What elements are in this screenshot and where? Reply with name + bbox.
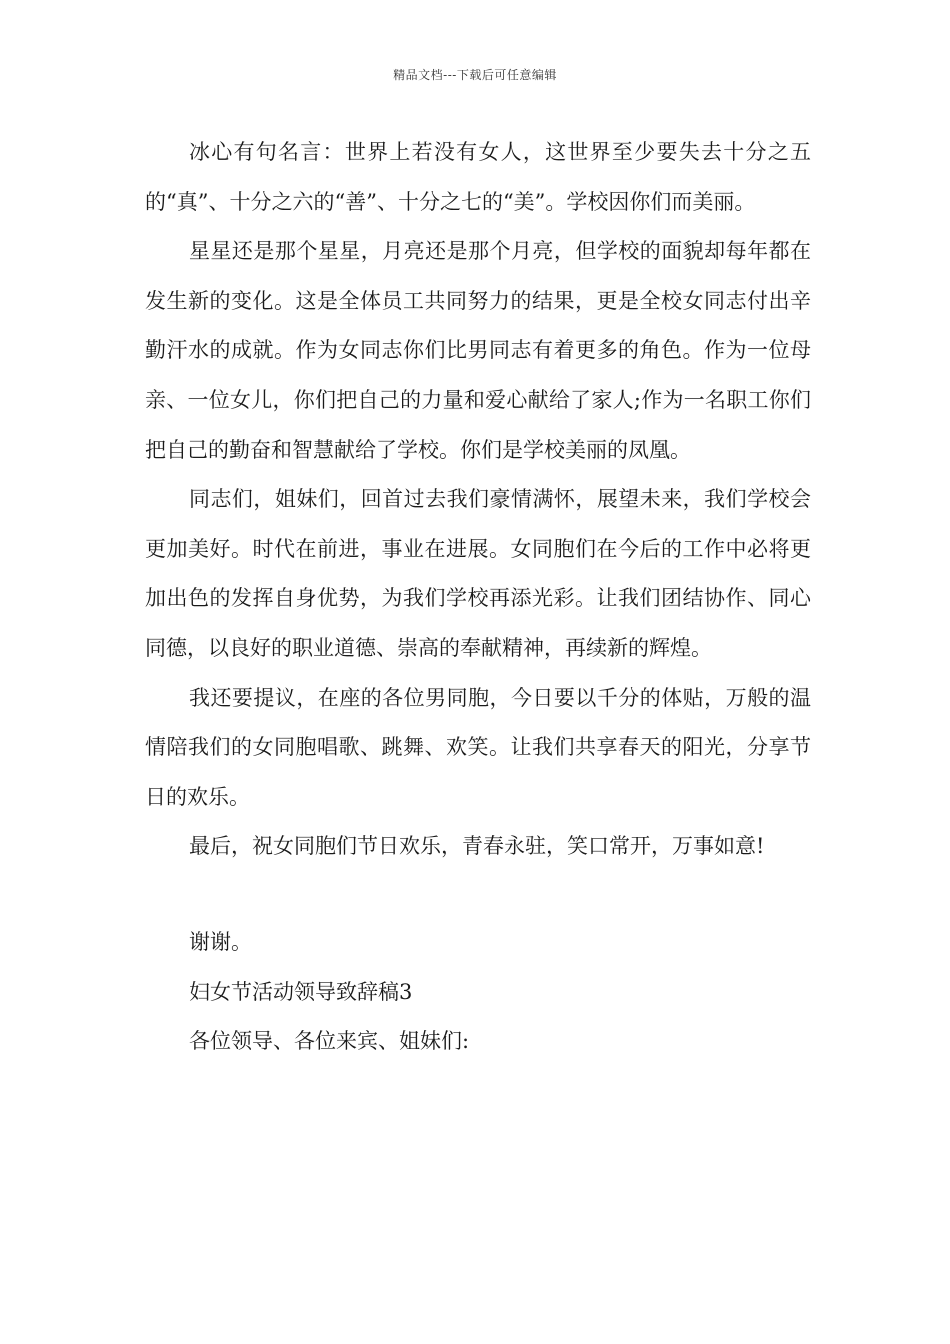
paragraph-thanks: 谢谢。	[189, 929, 252, 954]
paragraph-quote: 冰心有句名言：世界上若没有女人，这世界至少要失去十分之五的“真”、十分之六的“善”、十分之七的“美”。学校因你们而美丽。	[145, 140, 811, 214]
section-title: 妇女节活动领导致辞稿3	[189, 979, 413, 1004]
salutation: 各位领导、各位来宾、姐妹们:	[189, 1029, 470, 1054]
paragraph-school-change: 星星还是那个星星，月亮还是那个月亮，但学校的面貌却每年都在发生新的变化。这是全体员工共同努力的结果，更是全校女同志付出辛勤汗水的成就。作为女同志你们比男同志有着更多的角色。作为一位母亲、一位女儿，你们把自己的力量和爱心献给了家人;作为一名职工你们把自己的勤奋和智慧献给了学校。你们是学校美丽的凤凰。	[145, 239, 811, 462]
page-header: 精品文档---下载后可任意编辑	[393, 68, 557, 82]
paragraph-proposal: 我还要提议，在座的各位男同胞，今日要以千分的体贴，万般的温情陪我们的女同胞唱歌、跳舞、欢笑。让我们共享春天的阳光，分享节日的欢乐。	[145, 685, 811, 809]
paragraph-wishes: 最后，祝女同胞们节日欢乐，青春永驻，笑口常开，万事如意!	[189, 834, 765, 859]
document-body	[145, 128, 811, 1067]
paragraph-future: 同志们，姐妹们，回首过去我们豪情满怀，展望未来，我们学校会更加美好。时代在前进，事业在进展。女同胞们在今后的工作中必将更加出色的发挥自身优势，为我们学校再添光彩。让我们团结协作、同心同德，以良好的职业道德、崇高的奉献精神，再续新的辉煌。	[145, 487, 811, 660]
